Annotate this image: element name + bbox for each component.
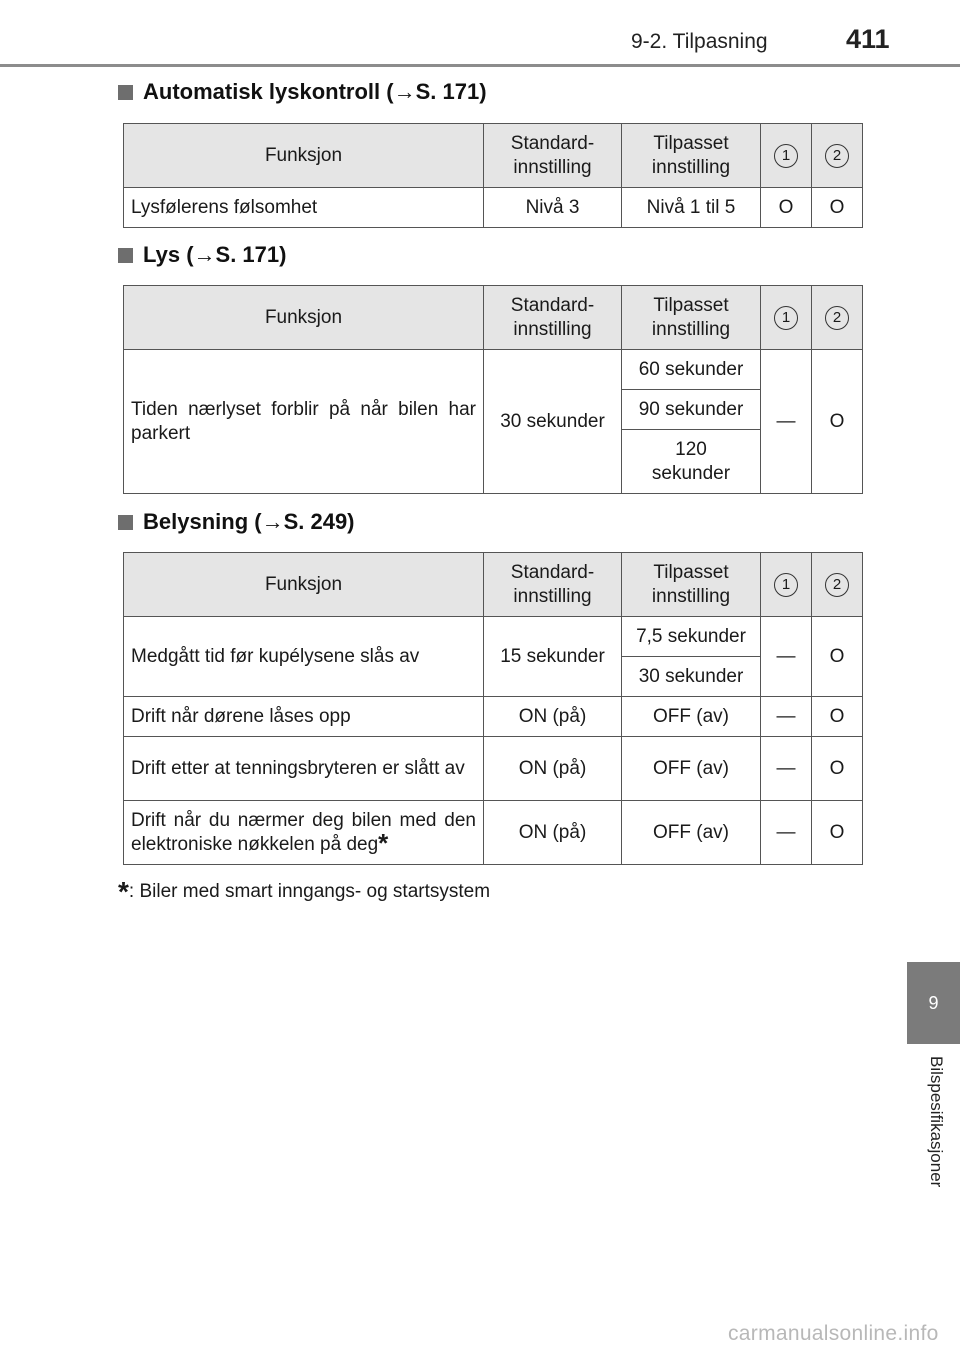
- cell-default: 30 sekunder: [484, 350, 622, 494]
- header-col1: [761, 124, 812, 188]
- header-function: Funksjon: [124, 124, 484, 188]
- footnote-text: : Biler med smart inngangs- og startsystem: [128, 881, 491, 902]
- cell-function: Medgått tid før kupélysene slås av: [124, 617, 484, 697]
- section-title-text: Lys (→S. 171): [143, 242, 287, 267]
- chapter-label: Bilspesifikasjoner: [927, 1056, 946, 1188]
- cell-col1: —: [761, 801, 812, 865]
- header-default: Standard- innstilling: [484, 124, 622, 188]
- header-function: Funksjon: [124, 553, 484, 617]
- section-title-interior-lighting: [118, 509, 355, 535]
- table-automatic-light-control: [123, 123, 863, 228]
- cell-col2: O: [812, 350, 863, 494]
- table-row: [124, 350, 863, 390]
- square-bullet-icon: [118, 515, 133, 530]
- header-col2: [812, 286, 863, 350]
- cell-custom: OFF (av): [622, 697, 761, 737]
- cell-custom-option: 30 sekunder: [622, 657, 761, 697]
- circled-2-icon: 2: [825, 573, 849, 597]
- header-custom: Tilpasset innstilling: [622, 286, 761, 350]
- watermark: carmanualsonline.info: [728, 1322, 939, 1345]
- cell-col1: —: [761, 617, 812, 697]
- header-default: Standard- innstilling: [484, 553, 622, 617]
- cell-custom: OFF (av): [622, 737, 761, 801]
- cell-function: Tiden nærlyset forblir på når bilen har parkert: [124, 350, 484, 494]
- cell-col1: —: [761, 350, 812, 494]
- cell-col1: —: [761, 737, 812, 801]
- cell-default: ON (på): [484, 697, 622, 737]
- cell-function: Drift når dørene låses opp: [124, 697, 484, 737]
- table-lights: [123, 285, 863, 494]
- cell-col2: O: [812, 697, 863, 737]
- chapter-number: 9: [928, 992, 939, 1013]
- table-row: [124, 617, 863, 657]
- cell-custom: OFF (av): [622, 801, 761, 865]
- header-col1: [761, 286, 812, 350]
- table-row: [124, 737, 863, 801]
- table-header-row: [124, 553, 863, 617]
- running-header-section: 9-2. Tilpasning: [631, 30, 768, 53]
- cell-col2: O: [812, 617, 863, 697]
- square-bullet-icon: [118, 85, 133, 100]
- cell-custom-option: 120 sekunder: [622, 430, 761, 494]
- header-col2: [812, 553, 863, 617]
- cell-custom-option: 7,5 sekunder: [622, 617, 761, 657]
- cell-function: Drift når du nærmer deg bilen med den elektroniske nøkkelen på deg*: [124, 801, 484, 865]
- header-default: Standard- innstilling: [484, 286, 622, 350]
- table-row: [124, 188, 863, 228]
- circled-1-icon: 1: [774, 306, 798, 330]
- header-custom: Tilpasset innstilling: [622, 553, 761, 617]
- page-number: 411: [846, 24, 890, 54]
- cell-default: ON (på): [484, 737, 622, 801]
- header-custom: Tilpasset innstilling: [622, 124, 761, 188]
- table-interior-lighting: [123, 552, 863, 865]
- cell-col2: O: [812, 188, 863, 228]
- section-title-text: Automatisk lyskontroll (→S. 171): [143, 79, 487, 104]
- table-header-row: [124, 124, 863, 188]
- table-row: [124, 801, 863, 865]
- header-col1: [761, 553, 812, 617]
- circled-2-icon: 2: [825, 144, 849, 168]
- circled-1-icon: 1: [774, 573, 798, 597]
- cell-col1: —: [761, 697, 812, 737]
- cell-custom-option: 60 sekunder: [622, 350, 761, 390]
- section-title-automatic-light-control: [118, 79, 487, 105]
- circled-2-icon: 2: [825, 306, 849, 330]
- section-title-lights: [118, 242, 286, 268]
- cell-default: ON (på): [484, 801, 622, 865]
- cell-default: 15 sekunder: [484, 617, 622, 697]
- cell-custom: Nivå 1 til 5: [622, 188, 761, 228]
- square-bullet-icon: [118, 248, 133, 263]
- header-divider: [0, 64, 960, 67]
- cell-default: Nivå 3: [484, 188, 622, 228]
- cell-function: Lysfølerens følsomhet: [124, 188, 484, 228]
- footnote: [118, 876, 490, 908]
- table-header-row: [124, 286, 863, 350]
- header-col2: [812, 124, 863, 188]
- table-row: [124, 697, 863, 737]
- cell-function: Drift etter at tenningsbryteren er slått av: [124, 737, 484, 801]
- cell-col2: O: [812, 801, 863, 865]
- footnote-star: *: [118, 876, 129, 907]
- circled-1-icon: 1: [774, 144, 798, 168]
- cell-col1: O: [761, 188, 812, 228]
- cell-col2: O: [812, 737, 863, 801]
- footnote-marker: *: [378, 827, 389, 858]
- cell-custom-option: 90 sekunder: [622, 390, 761, 430]
- chapter-tab[interactable]: [907, 962, 960, 1044]
- header-function: Funksjon: [124, 286, 484, 350]
- section-title-text: Belysning (→S. 249): [143, 509, 355, 534]
